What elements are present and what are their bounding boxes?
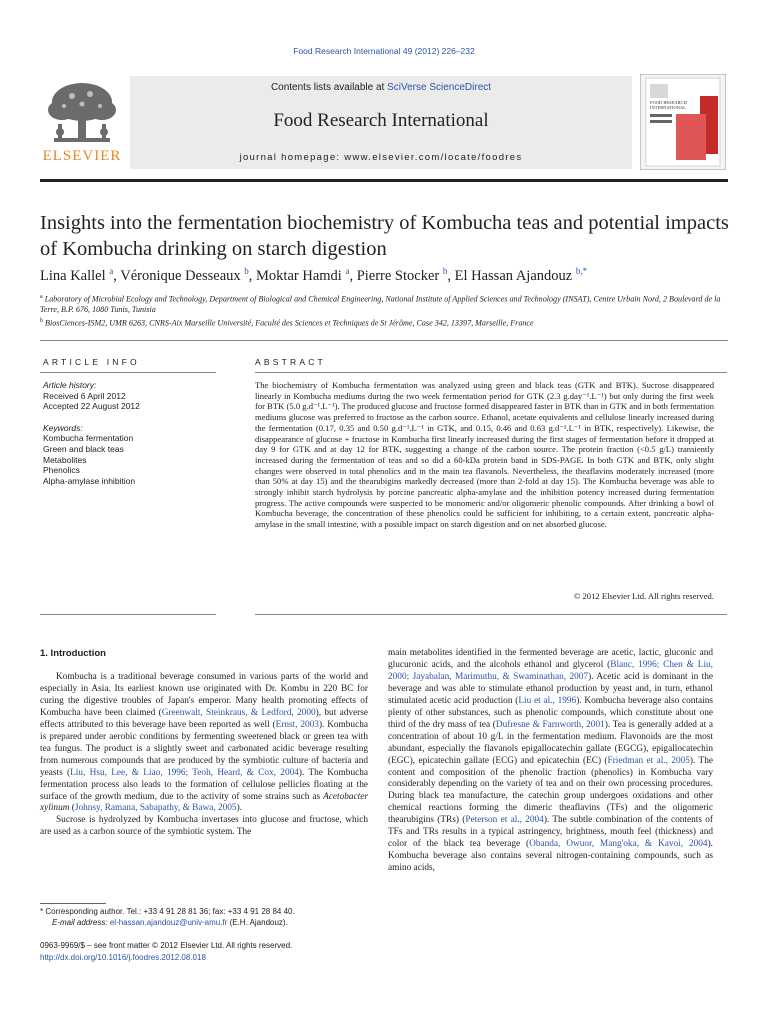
citation-link[interactable]: Ernst, 2003 (275, 719, 319, 730)
issn-line: 0963-9969/$ – see front matter © 2012 Elsevier Ltd. All rights reserved. (40, 941, 293, 950)
contents-prefix: Contents lists available at (270, 82, 388, 93)
citation-link[interactable]: Friedman et al., 2005 (607, 755, 690, 766)
citation-link[interactable]: Johnsy, Ramana, Sabapathy, & Bawa, 2005 (74, 803, 237, 814)
author[interactable] (120, 268, 249, 284)
corresponding-author: * Corresponding author. Tel.: +33 4 91 28 81 36; fax: +33 4 91 28 84 40. (40, 907, 295, 916)
affiliation-marker: a (40, 294, 43, 300)
italic-term: Acetobacter xylinum (40, 791, 368, 814)
keywords-label: Keywords: (43, 422, 83, 433)
email-label: E-mail address: (52, 917, 108, 927)
email-line (40, 918, 370, 929)
journal-cover-thumbnail[interactable] (640, 74, 726, 170)
abstract-text: The biochemistry of Kombucha fermentation was analyzed using green and black teas (GTK and BTK). Sucrose disappeared linearly in Kombucha mediums during the two week fermentation period for GTK (2.3 g.day⁻¹.L⁻¹) but only during the first week for BTK (5.0 g.d⁻¹.L⁻¹). The produced glucose and fructose formed disappeared faster in BTK than in GTK and in both fermentation mediums glucose was preferred to fructose as the carbon source. Ethanol, acetate equivalents and cellulose linearly increased during the fermentation (0.17, 0.35 and 0.50 g.d⁻¹.L⁻¹ in GTK, and 0.15, 0.46 and 0.63 g.d⁻¹.L⁻¹ in BTK, respectively). Likewise, the disappearance of glucose + fructose in Kombucha first linearly increased during the first stages of fermentation before it dropped at day 9 for GTK and at day 12 for BTK, suggesting a change of the carbon source. The protein fraction (<0.5 g/L) transiently increased during the fermentation of teas and so did a 60-kDa protein band in SDS-PAGE. In both GTK and BTK, only slight changes were observed in total phenolics and in the main tea flavanols. Nevertheless, the theaflavins moderately increased (more than 50% at day 15) and the thearubigins markedly decreased (more than 2-fold at day 15). The Kombucha beverage was able to strongly inhibit starch hydrolysis by porcine pancreatic alpha-amylase and the inhibition potency increased during fermentation progress. The active compounds were suspected to be monomeric and/or oligomeric phenolic compounds. After drinking a bowl of Kombucha beverage, the concentration of these phenolics could be sufficient for inhibiting, to a certain extent, pancreatic alpha-amylase in the small intestine, with a possible impact on starch digestion and on net absorbed glucose. (255, 380, 714, 530)
text-run: ), but adverse effects attributed to this beverage have been reported as well ( (40, 707, 368, 730)
accepted-date: Accepted 22 August 2012 (43, 401, 140, 412)
author-affiliation-marker[interactable]: b (442, 266, 448, 276)
author-list: Lina Kallel $^a$, Véronique Desseaux $^b$, Moktar Hamdi $^a$, Pierre Stocker $^b$, El Hassan Ajandouz $^{b,*}$ (40, 266, 588, 284)
article-info-heading: ARTICLE INFO (43, 357, 140, 367)
citation-link[interactable]: Dufresne & Farnworth, 2001 (495, 719, 605, 730)
author-name: Lina Kallel (40, 267, 106, 284)
elsevier-wordmark: ELSEVIER (42, 148, 122, 164)
keyword: Alpha-amylase inhibition (43, 475, 136, 486)
author-name: Pierre Stocker (356, 267, 440, 284)
abstract-copyright: © 2012 Elsevier Ltd. All rights reserved. (573, 591, 714, 601)
text-run: main metabolites identified in the fermented beverage are acetic, lactic, gluconic and glucuronic acids, and the alcohols ethanol and glycerol ( (388, 648, 713, 670)
abstract-rule (255, 372, 727, 373)
author[interactable] (40, 268, 113, 284)
article-info-bottom-rule (40, 614, 216, 615)
text-run: ). Kombucha beverage also contains plenty of other substances, such as phenolic compounds, which constitute about one third of the dry mass of tea ( (388, 695, 714, 730)
text-run: ). The subtle combination of the contents of TFs and TRs results in a typical astringency, brightness, mouth feel (thickness) and color of the black tea beverage ( (388, 815, 713, 850)
citation-link[interactable]: Greenwalt, Steinkraus, & Ledford, 2000 (161, 707, 316, 718)
introduction-heading: 1. Introduction (40, 648, 106, 659)
text-run: ). The Kombucha fermentation process also leads to the formation of cellulose pellicles floating at the surface of the growth medium, due to the activity of some strains such as (40, 767, 368, 802)
intro-paragraph-1 (40, 672, 368, 815)
text-run: ). Kombucha is prepared under aerobic conditions by fermenting sweetened black or green tea with tea fungus. The product is a slightly sweet and carbonated acidic beverage resulting from numerous compounds that are produced by the symbiotic culture of bacteria and yeasts ( (40, 719, 368, 778)
text-run: ). (236, 803, 243, 814)
abstract-heading: ABSTRACT (255, 357, 326, 367)
keyword: Phenolics (43, 465, 80, 476)
title-rule (40, 340, 728, 341)
citation-link[interactable]: Blanc, 1996; Chen & Liu, 2000; Jayabalan, Marimuthu, & Swaminathan, 2007 (388, 659, 714, 682)
keyword: Metabolites (43, 454, 87, 465)
intro-left-column (40, 672, 368, 839)
sciencedirect-link[interactable]: SciVerse ScienceDirect (387, 82, 492, 93)
header-rule (40, 179, 728, 182)
affiliation-marker: b (40, 317, 43, 324)
intro-paragraph-2: Sucrose is hydrolyzed by Kombucha invertases into glucose and fructose, which are used as a carbon source of the symbiotic system. The (40, 815, 368, 838)
journal-title: Food Research International (273, 110, 489, 131)
author-name: Moktar Hamdi (256, 267, 342, 284)
front-matter (40, 940, 370, 963)
citation-link[interactable]: Liu et al., 1996 (518, 695, 577, 706)
journal-reference-link[interactable]: Food Research International 49 (2012) 226–232 (293, 46, 475, 56)
cover-title: FOOD RESEARCH INTERNATIONAL (650, 100, 687, 110)
author-affiliation-marker[interactable]: a (345, 266, 350, 276)
author-affiliation-marker[interactable]: b,* (575, 266, 588, 276)
text-run: ). Kombucha beverage also contains several nitrogen-containing compounds, such as amino acids, (388, 839, 713, 874)
citation-link[interactable]: Obanda, Owuor, Mang'oka, & Kavoi, 2004 (529, 839, 708, 850)
article-info-rule (40, 372, 216, 373)
text-run: ). Acetic acid is dominant in the beverage and was able to stimulate ethanol production by yeast and, in turn, ethanol stimulated acetic acid production ( (388, 671, 714, 706)
author[interactable] (357, 268, 448, 284)
citation-link[interactable]: Liu, Hsu, Lee, & Liao, 1996; Teoh, Heard, & Cox, 2004 (70, 767, 299, 778)
email-suffix: (E.H. Ajandouz). (229, 917, 288, 927)
footnote-rule (40, 903, 106, 904)
article-title: Insights into the fermentation biochemistry of Kombucha teas and potential impacts of Kombucha drinking on starch digestion (40, 212, 729, 260)
text-run: ). Tea is generally added at a concentration of about 10 g/L in the fermentation medium. Flavonoids are the most abundant, especially the flavanols epigallocatechin gallate (EGCG), epigallocatechin (EGC), epicatechin gallate (ECG) and epicatechin (EC) ( (388, 719, 714, 766)
affiliation: $^b$ BiosCiences-ISM2, UMR 6263, CNRS-Aix Marseille Université, Faculté des Sciences et Techniques de St Jérôme, Case 342, 13397, Marseille, France (40, 317, 534, 328)
text-run: ). The content and composition of the phenolic fraction (phenolics) in Kombucha vary considerably depending on the variety of tea and on their own processing procedures. During black tea manufacture, the catechin group undergoes oxidations and other chemical reactions forming the dimeric theaflavins (TFs) and the oligomeric thearubigins (TRs) ( (388, 755, 713, 826)
doi-link[interactable]: http://dx.doi.org/10.1016/j.foodres.2012.08.018 (40, 952, 206, 962)
history-label: Article history: (43, 380, 97, 390)
author-affiliation-marker[interactable]: a (109, 266, 114, 276)
received-date: Received 6 April 2012 (43, 390, 126, 401)
citation-link[interactable]: Peterson et al., 2004 (465, 815, 544, 826)
author-affiliation-marker[interactable]: b (244, 266, 249, 276)
text-run: ( (69, 803, 75, 814)
intro-paragraph-continued (388, 648, 713, 875)
email-link[interactable]: el-hassan.ajandouz@univ-amu.fr (109, 917, 228, 927)
text-run: Kombucha is a traditional beverage consumed in various parts of the world and especially in Asia. Its earliest known use originated with Dr. Kombu in 220 BC for curing the digestive troubles of Japan's emperor. Many health promoting effects of Kombucha have been claimed ( (40, 672, 368, 718)
author[interactable] (455, 268, 587, 284)
contents-availability-line (130, 82, 632, 93)
author[interactable] (256, 268, 349, 284)
article-info-block (43, 380, 218, 486)
keyword: Kombucha fermentation (43, 433, 134, 444)
abstract-bottom-rule (255, 614, 727, 615)
keyword-list (43, 433, 218, 486)
footnote (40, 907, 370, 928)
journal-homepage[interactable]: journal homepage: www.elsevier.com/locate/foodres (239, 152, 523, 163)
affiliation: $^a$ Laboratory of Microbial Ecology and Technology, Department of Biological and Chemical Engineering, National Institute of Applied Sciences and Technology (INSAT), Centre Urbain Nord, 2 Boulevard de la Terre, B.P. 676, 1080 Tunis, Tunisia (40, 294, 721, 315)
affiliations (40, 292, 730, 329)
intro-right-column (388, 648, 713, 875)
author-name: Véronique Desseaux (120, 267, 241, 284)
keyword: Green and black teas (43, 443, 124, 454)
author-name: El Hassan Ajandouz (454, 267, 573, 284)
